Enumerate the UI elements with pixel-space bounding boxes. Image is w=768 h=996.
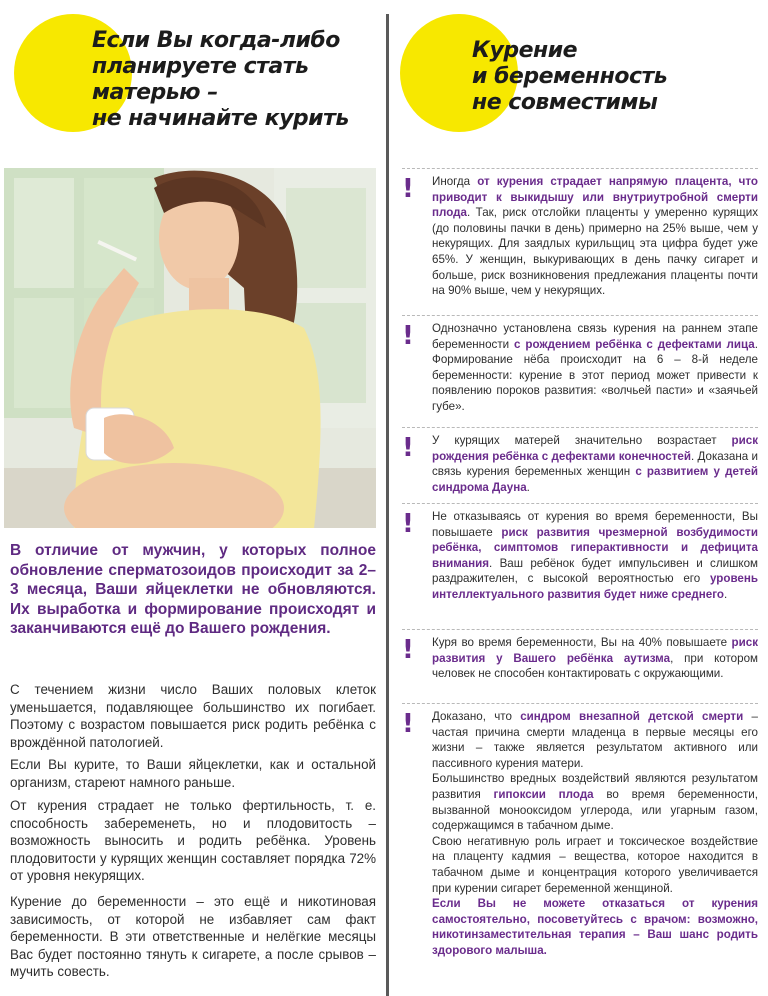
highlighted-text: риск развития у Вашего ребёнка аутизма [432,636,758,665]
plain-text: во время беременности, вызванной монооксидом углерода, или угарным газом, содержащимся в табачном дыме. [432,787,758,833]
highlighted-text: синдром внезапной детской смерти [520,710,744,723]
plain-text: . Доказана и связь курения беременных женщин [432,449,758,479]
risk-text [432,321,758,415]
plain-text: Однозначно установлена связь курения на раннем этапе беременности [432,322,758,351]
right-headline-line: и беременность [472,64,668,89]
left-paragraph-1: С течением жизни число Ваших половых клеток уменьшается, подавляющее большинство их погибает. Поэтому с возрастом повышается риск родить ребёнка с врождённой патологией. [10,682,376,750]
plain-text: – частая причина смерти младенца в первые месяцы его жизни – также является результатом активного или пассивного курения матери. [432,710,758,770]
plain-text: , при котором человек не способен контактировать с окружающими. [432,651,758,681]
plain-text: Куря во время беременности, Вы на 40% повышаете [432,636,732,649]
right-headline [472,38,762,116]
photo-illustration [4,168,376,528]
item-separator [402,315,758,316]
risk-text [432,433,758,495]
risk-paragraph [432,709,758,771]
risk-text [432,174,758,299]
pregnant-woman-photo [4,168,376,528]
exclamation-icon: ! [402,174,414,204]
plain-text: Иногда [432,175,478,188]
left-headline-line: матерью – [92,80,218,105]
exclamation-icon: ! [402,321,414,351]
risk-paragraph [432,771,758,833]
highlighted-text: с развитием у детей синдрома Дауна [432,465,758,494]
highlighted-text: риск рождения ребёнка с дефектами конечностей [432,434,758,463]
plain-text: . [526,480,530,494]
item-separator [402,629,758,630]
risk-text [432,709,758,959]
risk-paragraph [432,834,758,896]
highlighted-text: риск развития чрезмерной возбудимости ребёнка, симптомов гиперактивности и дефицита внимания [432,525,758,570]
item-separator [402,168,758,169]
exclamation-icon: ! [402,635,414,665]
left-lead-paragraph: В отличие от мужчин, у которых полное обновление сперматозоидов происходит за 2–3 месяца, Ваши яйцеклетки не обновляются. Их выработка и формирование происходят и заканчиваются ещё до Вашего рождения. [10,542,376,637]
risk-paragraph [432,896,758,958]
highlighted-text: от курения страдает напрямую плацента, что приводит к выкидышу или внутриутробной смерти плода [432,175,758,220]
column-divider [386,14,389,996]
plain-text: . Ваш ребёнок будет импульсивен и слишком раздражителен, с высокой вероятностью его [432,556,758,586]
left-headline-line: не начинайте курить [92,106,349,131]
risk-text [432,509,758,603]
exclamation-icon: ! [402,709,414,739]
plain-text: . Формирование нёба происходит на 6 – 8-й неделе беременности: курение в этот период может привести к появлению пороков развития: «волчьей пасти» и «заячьей губе». [432,337,758,413]
left-paragraph-3: От курения страдает не только фертильность, т. е. способность забеременеть, но и плодовитость – возможность выносить и родить ребёнка. Уровень плодовитости у курящих женщин составляет порядка 72% от уровня некурящих. [10,798,376,884]
highlighted-text: с рождением ребёнка с дефектами лица [514,337,755,351]
plain-text: Большинство вредных воздействий являются результатом развития [432,772,758,801]
risk-text [432,635,758,682]
plain-text: Свою негативную роль играет и токсическое воздействие на плаценту кадмия – вещества, которое находится в табачном дыме и концентрация которого увеличивается при курении сигарет беременной женщиной. [432,834,758,895]
left-headline [92,28,382,132]
item-separator [402,427,758,428]
item-separator [402,703,758,704]
right-headline-line: не совместимы [472,90,658,115]
left-paragraph-2: Если Вы курите, то Ваши яйцеклетки, как и остальной организм, стареют намного раньше. [10,757,376,790]
exclamation-icon: ! [402,433,414,463]
left-headline-line: Если Вы когда-либо [92,28,340,53]
highlighted-text: гипоксии плода [493,787,594,801]
plain-text: . Так, риск отслойки плаценты у умеренно курящих (до половины пачки в день) примерно на 25% выше, чем у некурящих. Для заядлых курильщиц эта цифра будет уже 65%. У женщин, выкуривающих в день пачку сигарет и больше, риск возникновения предлежания плаценты почти на 90% выше, чем у некурящих. [432,206,758,298]
highlighted-text: Если Вы не можете отказаться от курения самостоятельно, посоветуйтесь с врачом: возможно, никотинзаместительная терапия – Ваш шанс родить здорового малыша. [432,897,758,957]
plain-text: У курящих матерей значительно возрастает [432,434,732,447]
plain-text: . [723,587,728,601]
exclamation-icon: ! [402,509,414,539]
right-headline-line: Курение [472,38,578,63]
plain-text: Доказано, что [432,710,521,723]
highlighted-text: уровень интеллектуального развития будет ниже среднего [432,572,758,601]
left-paragraph-4: Курение до беременности – это ещё и никотиновая зависимость, от которой не избавляет сам факт беременности. В эти ответственные и нелёгкие месяцы Вас будет постоянно тянуть к сигарете, а после срывов – мучить совесть. [10,894,376,980]
item-separator [402,503,758,504]
plain-text: Не отказываясь от курения во время беременности, Вы повышаете [432,510,758,539]
left-headline-line: планируете стать [92,54,309,79]
